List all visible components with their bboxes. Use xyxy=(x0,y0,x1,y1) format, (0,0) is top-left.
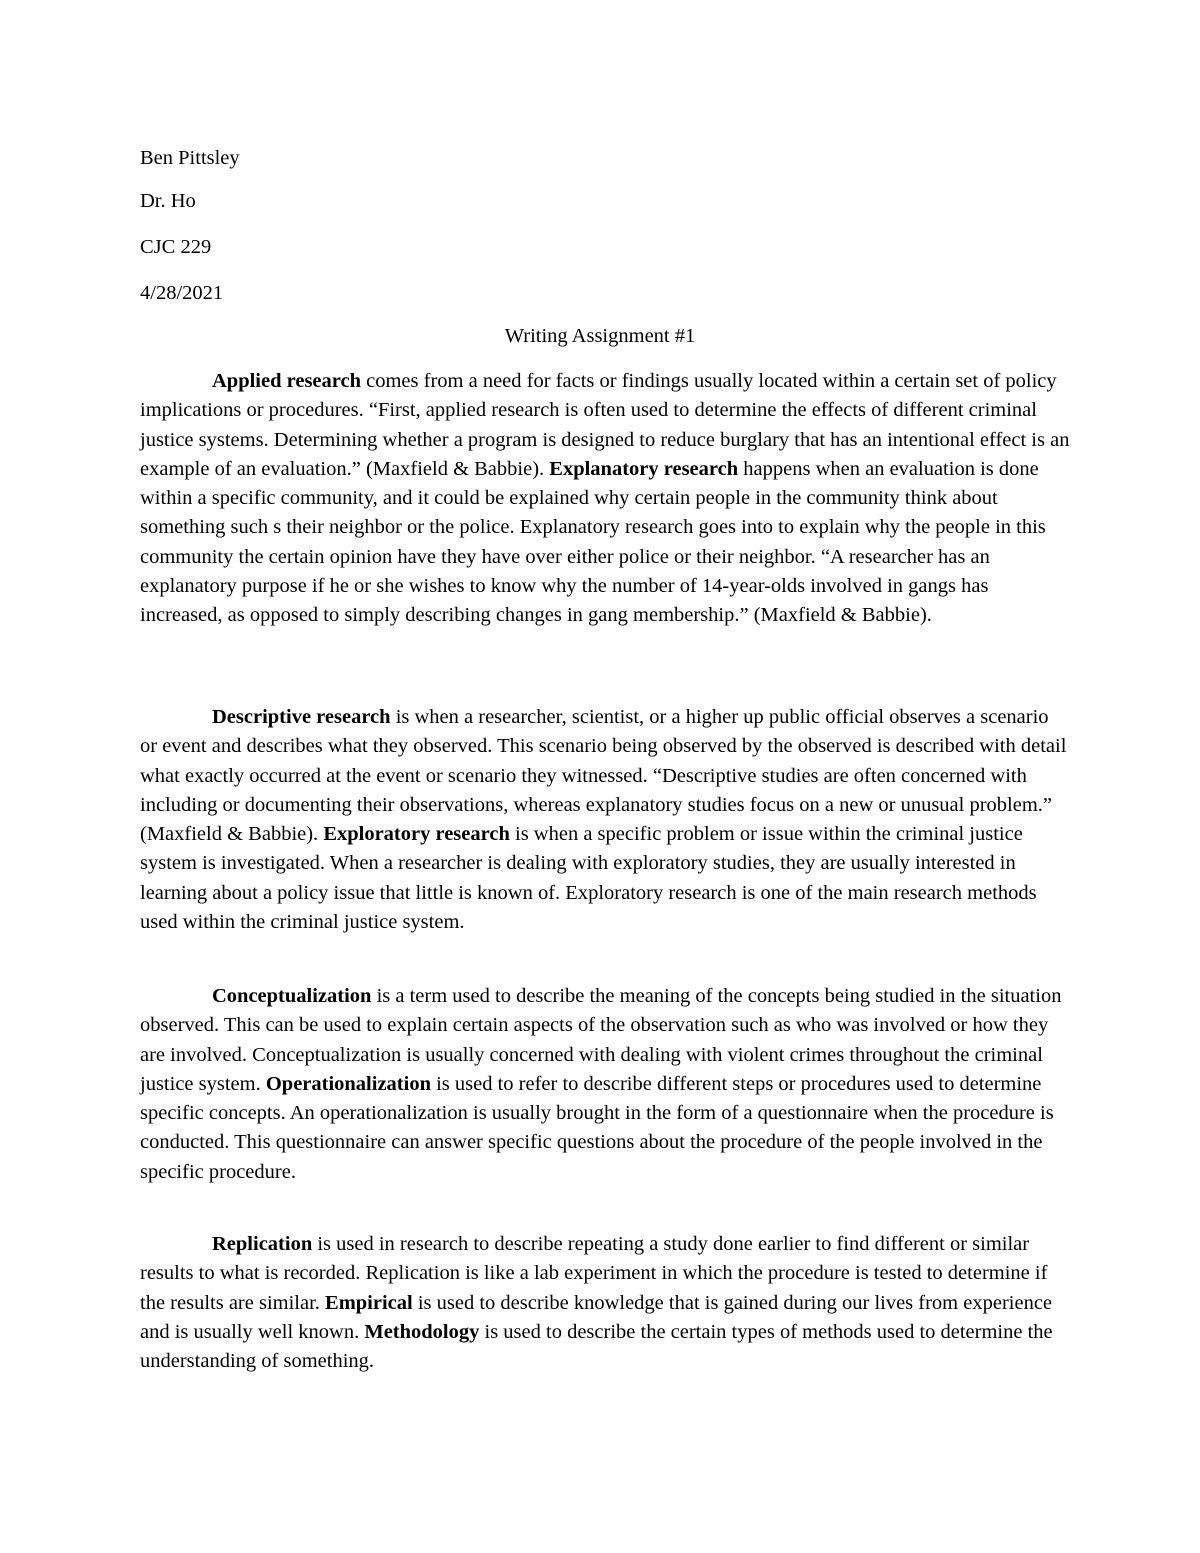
paragraph-conceptualization-operationalization xyxy=(140,982,1070,1187)
paragraph-descriptive-exploratory xyxy=(140,703,1070,937)
paragraph-text: is a term used to describe the meaning of the concepts being studied in the situation observed. This can be used to explain certain aspects of the observation such as who was involved or how they are involved. Conceptualization is usually concerned with dealing with violent crimes throughout the criminal justice system. xyxy=(140,985,1062,1095)
instructor-name: Dr. Ho xyxy=(140,190,196,212)
paragraph-replication-empirical-methodology xyxy=(140,1230,1070,1376)
paragraph-text: is used in research to describe repeating a study done earlier to find different or similar results to what is recorded. Replication is like a lab experiment in which the procedure is tested to determine if the results are similar. xyxy=(140,1233,1048,1314)
term-exploratory-research: Exploratory research xyxy=(323,823,510,846)
paragraph-applied-explanatory xyxy=(140,367,1070,631)
paragraph-text: comes from a need for facts or findings usually located within a certain set of policy implications or procedures. “First, applied research is often used to determine the effects of different criminal justice systems. Determining whether a program is designed to reduce burglary that has an intentional effect is an example of an evaluation.” (Maxfield & Babbie). xyxy=(140,370,1070,480)
paragraph-text: is used to describe the certain types of methods used to determine the understanding of something. xyxy=(140,1320,1053,1373)
paragraph-text: is when a specific problem or issue within the criminal justice system is investigated. When a researcher is dealing with exploratory studies, they are usually interested in learning about a policy issue that little is known of. Exploratory research is one of the main research methods used within the criminal justice system. xyxy=(140,823,1037,934)
paragraph-text: is when a researcher, scientist, or a higher up public official observes a scenario or event and describes what they observed. This scenario being observed by the observed is described with detail what exactly occurred at the event or scenario they witnessed. “Descriptive studies are often concerned with including or documenting their observations, whereas explanatory studies focus on a new or unusual problem.” (Maxfield & Babbie). xyxy=(140,706,1067,846)
term-operationalization: Operationalization xyxy=(265,1072,431,1095)
assignment-date: 4/28/2021 xyxy=(140,282,224,304)
paragraph-text: happens when an evaluation is done within a specific community, and it could be explained why certain people in the community think about something such s their neighbor or the police. Explanatory research goes into to explain why the people in this community the certain opinion have they have over either police or their neighbor. “A researcher has an explanatory purpose if he or she wishes to know why the number of 14-year-olds involved in gangs has increased, as opposed to simply describing changes in gang membership.” (Maxfield & Babbie). xyxy=(140,457,1046,627)
term-empirical: Empirical xyxy=(325,1291,413,1314)
term-applied-research: Applied research xyxy=(212,370,362,392)
paragraph-text: is used to refer to describe different steps or procedures used to determine specific concepts. An operationalization is usually brought in the form of a questionnaire when the procedure is conducted. This questionnaire can answer specific questions about the procedure of the people involved in the specific procedure. xyxy=(140,1072,1054,1183)
paragraph-text: is used to describe knowledge that is gained during our lives from experience and is usually well known. xyxy=(140,1291,1053,1343)
document-title: Writing Assignment #1 xyxy=(504,325,696,347)
term-methodology: Methodology xyxy=(364,1320,480,1343)
term-replication: Replication xyxy=(212,1233,313,1255)
term-descriptive-research: Descriptive research xyxy=(212,706,391,728)
term-explanatory-research: Explanatory research xyxy=(549,457,739,480)
term-conceptualization: Conceptualization xyxy=(212,985,372,1007)
author-name: Ben Pittsley xyxy=(140,147,240,169)
course-code: CJC 229 xyxy=(140,236,212,258)
